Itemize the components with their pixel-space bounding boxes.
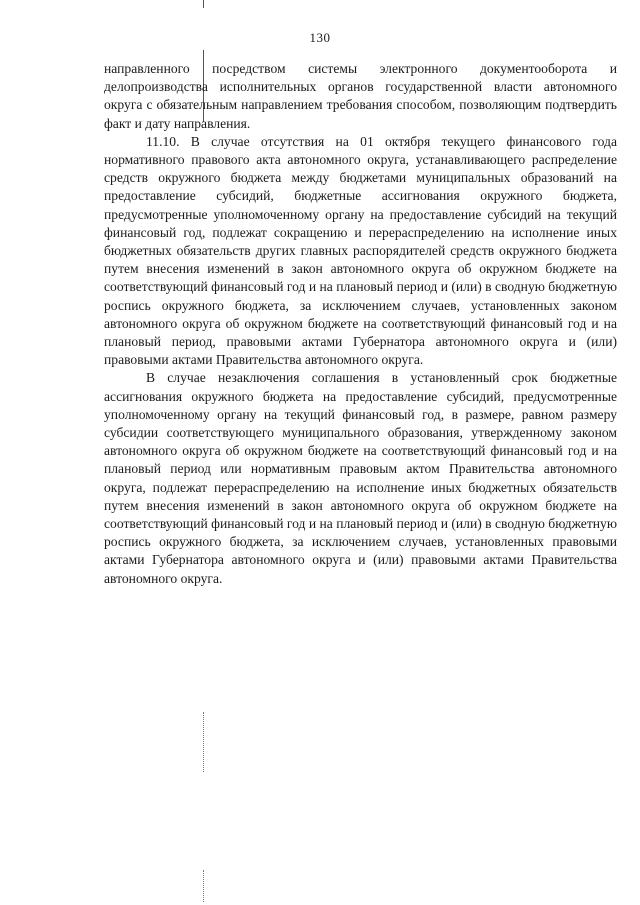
scan-mark-bottom (203, 870, 204, 902)
scan-mark-top (203, 0, 204, 8)
scan-mark-lower (203, 712, 204, 772)
paragraph-non-conclusion: В случае незаключения соглашения в установленный срок бюджетные ассигнования окружного бюджета на предоставление субсидий, предусмотренные уполномоченному органу на текущий финансовый год, в размере, равном размеру субсидии соответствующего муниципального образования, утвержденному законом автономного округа об окружном бюджете на соответствующий финансовый год и на плановый период или нормативным правовым актом Правительства автономного округа, подлежат перераспределению на исполнение иных бюджетных обязательств путем внесения изменений в закон автономного округа об окружном бюджете на соответствующий финансовый год и на плановый период и (или) в сводную бюджетную роспись окружного бюджета, за исключением случаев, установленных правовыми актами Губернатора автономного округа и (или) правовыми актами Правительства автономного округа. (104, 370, 618, 586)
paragraph-continuation: направленного посредством системы электронного документооборота и делопроизводства исполнительных органов государственной власти автономного округа с обязательным направлением требования способом, позволяющим подтвердить факт и дату направления. (104, 61, 617, 131)
document-body (104, 60, 617, 588)
page-number: 130 (309, 30, 331, 45)
paragraph-clause-11-10: 11.10. В случае отсутствия на 01 октября текущего финансового года нормативного правового акта автономного округа, устанавливающего распределение средств окружного бюджета между бюджетами муниципальных образований на предоставление субсидий, бюджетные ассигнования окружного бюджета, предусмотренные уполномоченному органу на предоставление субсидий на текущий финансовый год, подлежат сокращению и перераспределению на исполнение иных бюджетных обязательств других главных распорядителей средств окружного бюджета путем внесения изменений в закон автономного округа об окружном бюджете на соответствующий финансовый год и на плановый период и (или) в сводную бюджетную роспись окружного бюджета, за исключением случаев, установленных законом автономного округа об окружном бюджете на соответствующий финансовый год и на плановый период, правовыми актами Губернатора автономного округа и (или) правовыми актами Правительства автономного округа. (104, 133, 618, 368)
